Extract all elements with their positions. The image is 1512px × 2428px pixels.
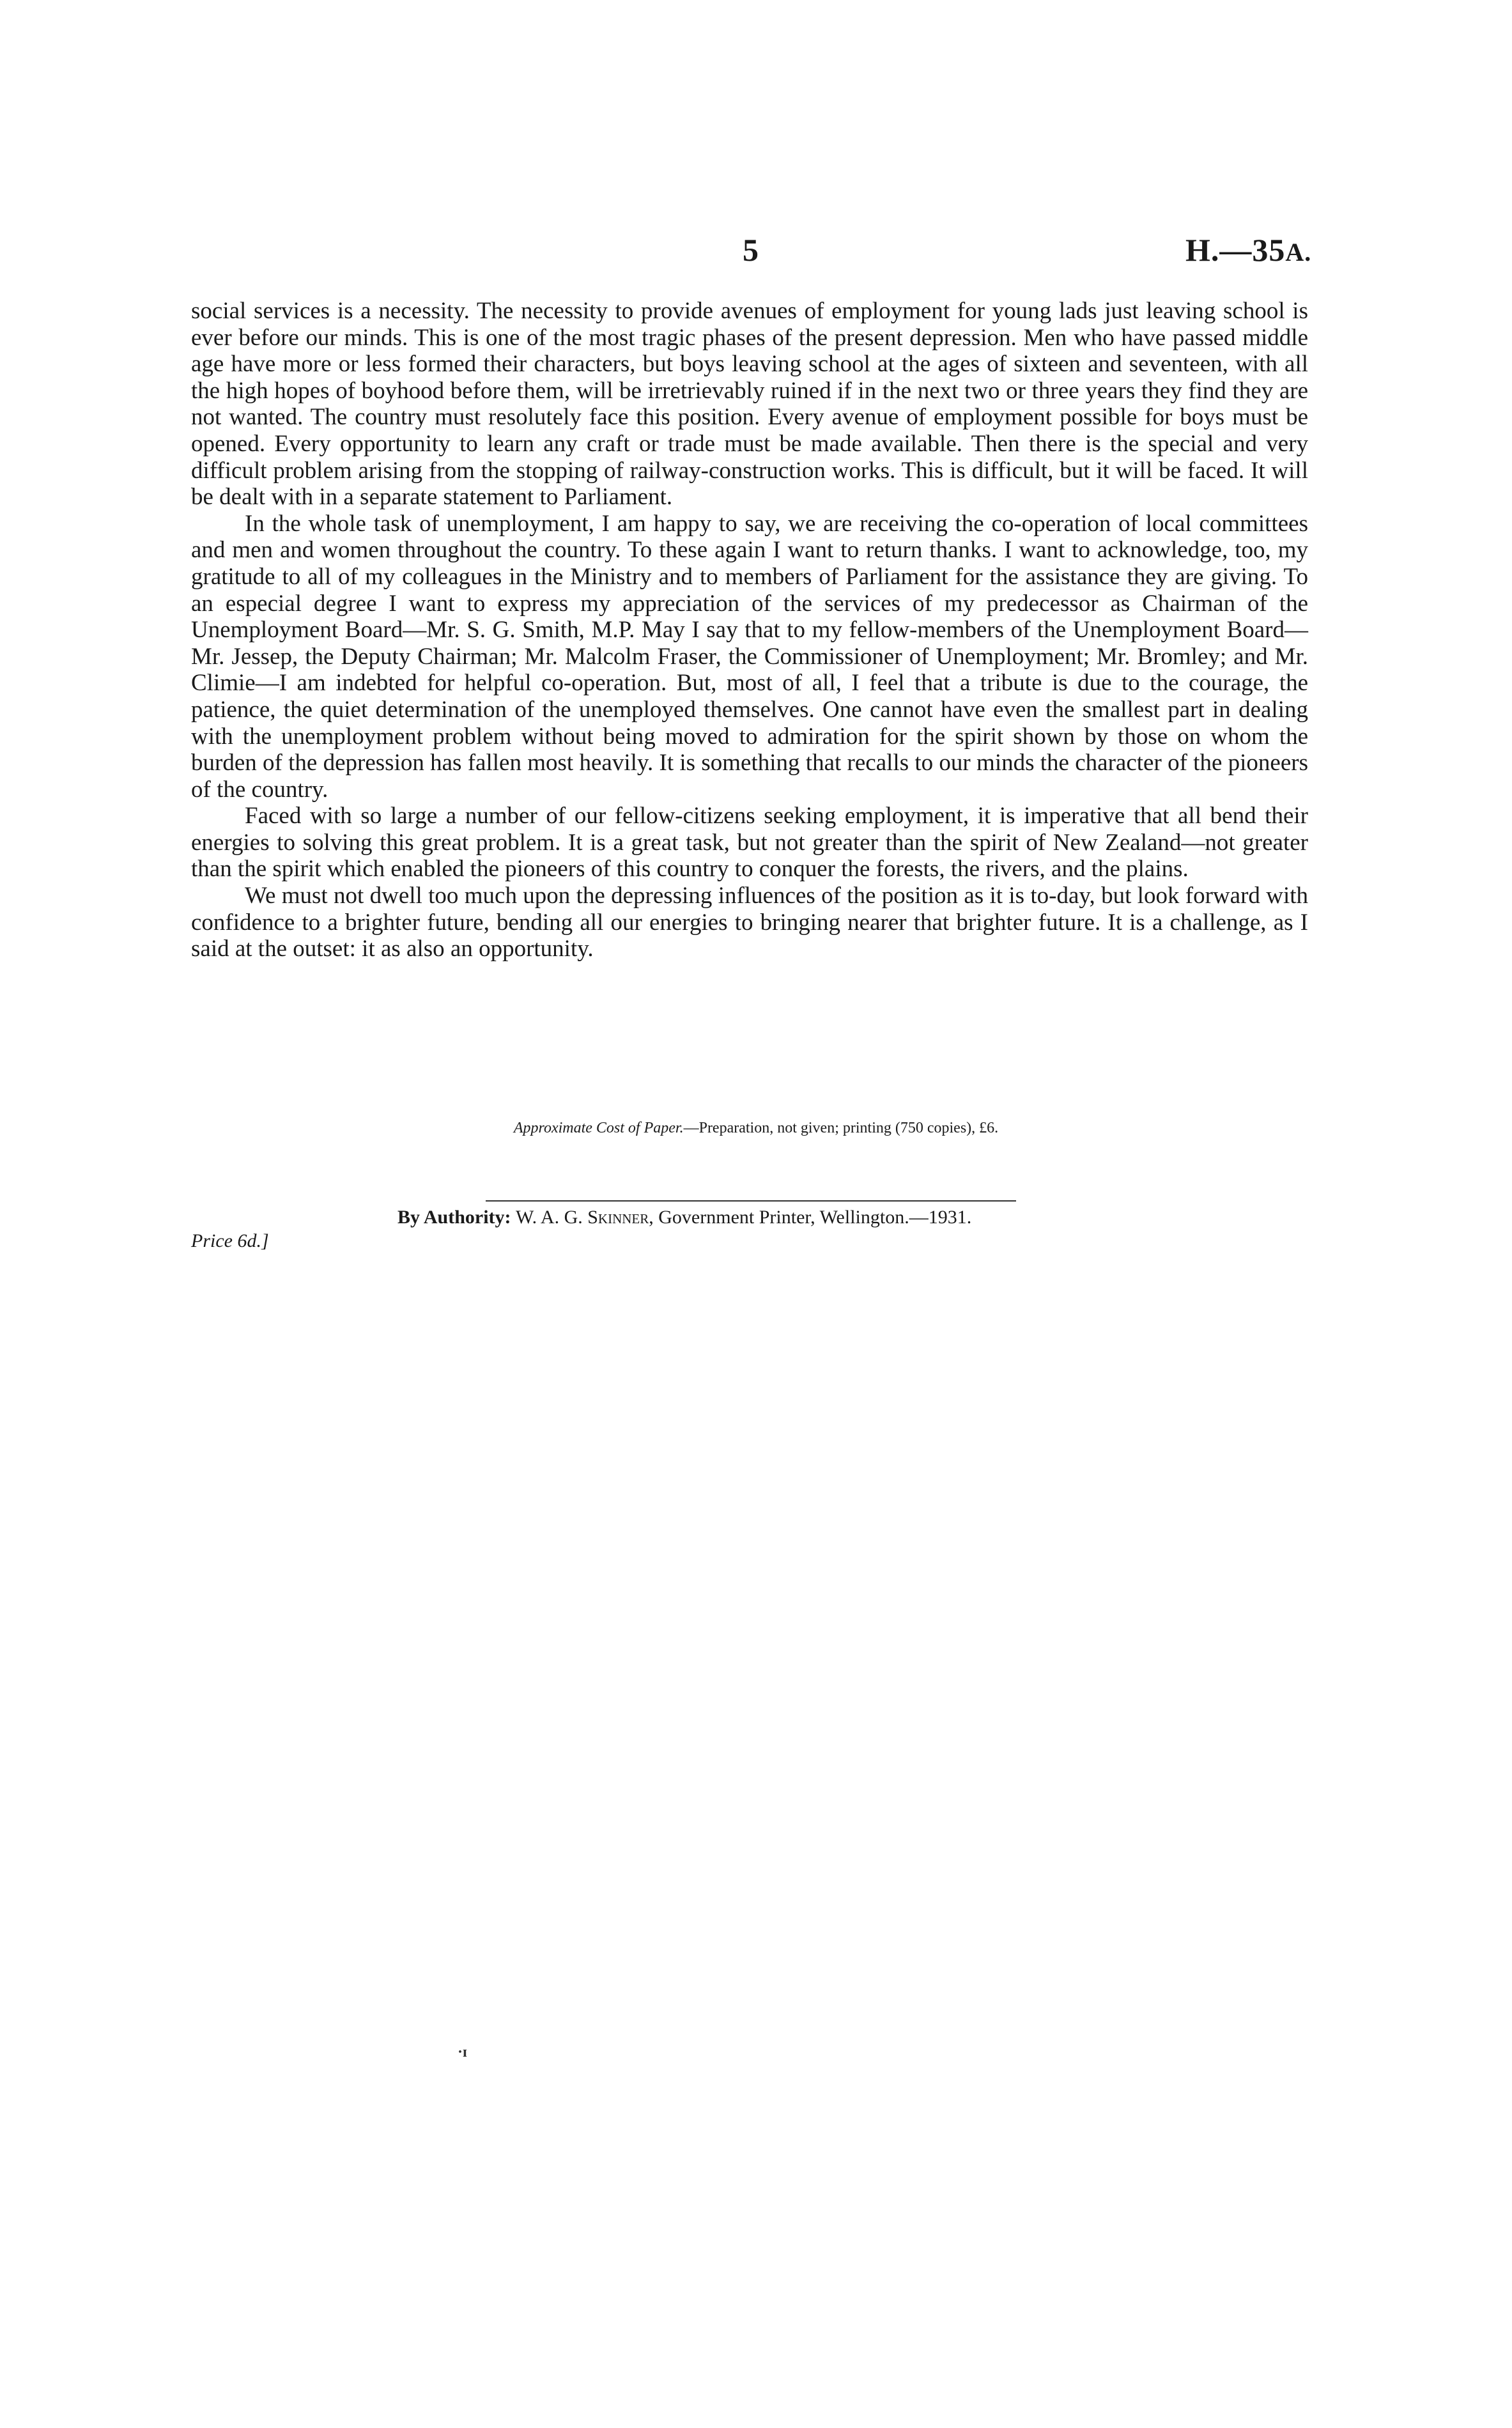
divider-rule [486, 1200, 1016, 1202]
price-label: Price 6d.] [191, 1230, 269, 1251]
authority-rest: , Government Printer, Wellington.—1931. [649, 1207, 972, 1228]
paragraph: In the whole task of unemployment, I am happy to say, we are receiving the co-operation of local committees and men and women throughout the country. To these again I want to return thanks. I want to acknowledge, too, my gratitude to all of my colleagues in the Ministry and to members of Parliament for the assistance they are giving. To an especial degree I want to express my appreciation of the services of my predecessor as Chairman of the Unemployment Board—Mr. S. G. Smith, M.P. May I say that to my fellow-members of the Unemployment Board—Mr. Jessep, the Deputy Chairman; Mr. Malcolm Fraser, the Commissioner of Unemployment; Mr. Bromley; and Mr. Climie—I am indebted for helpful co-operation. But, most of all, I feel that a tribute is due to the courage, the patience, the quiet determination of the unemployed themselves. One cannot have even the smallest part in dealing with the unemployment problem without being moved to admiration for the spirit shown by those on whom the burden of the depression has fallen most heavily. It is something that recalls to our minds the character of the pioneers of the country. [191, 510, 1308, 803]
stray-mark: ·ɪ [458, 2044, 467, 2061]
printer-name: W. A. G. Skinner [516, 1207, 649, 1228]
cost-note [0, 1120, 1512, 1137]
paragraph: social services is a necessity. The necessity to provide avenues of employment for young lads just leaving school is ever before our minds. This is one of the most tragic phases of the present depression. Men who have passed middle age have more or less formed their characters, but boys leaving school at the ages of sixteen and seventeen, with all the high hopes of boyhood before them, will be irretrievably ruined if in the next two or three years they find they are not wanted. The country must resolutely face this position. Every avenue of employment possible for boys must be opened. Every opportunity to learn any craft or trade must be made available. Then there is the special and very difficult problem arising from the stopping of railway-construction works. This is difficult, but it will be faced. It will be dealt with in a separate statement to Parliament. [191, 298, 1308, 511]
paragraph: We must not dwell too much upon the depressing influences of the position as it is to-day, but look forward with confidence to a brighter future, bending all our energies to bringing nearer that brighter future. It is a challenge, as I said at the outset: it as also an opportunity. [191, 883, 1308, 963]
authority-label: By Authority: [397, 1207, 511, 1228]
printer-authority [397, 1207, 971, 1228]
paragraph: Faced with so large a number of our fellow-citizens seeking employment, it is imperative that all bend their energies to solving this great problem. It is a great task, but not greater than the spirit of New Zealand—not greater than the spirit which enabled the pioneers of this country to conquer the forests, the rivers, and the plains. [191, 803, 1308, 883]
document-reference-main: H.—35 [1185, 232, 1286, 268]
body-text [191, 298, 1308, 963]
cost-note-label: Approximate Cost of Paper. [513, 1120, 684, 1136]
page-number: 5 [743, 232, 759, 268]
document-reference-suffix: A. [1285, 238, 1312, 267]
document-reference [1185, 231, 1311, 268]
cost-note-text: —Preparation, not given; printing (750 copies), £6. [683, 1120, 999, 1136]
